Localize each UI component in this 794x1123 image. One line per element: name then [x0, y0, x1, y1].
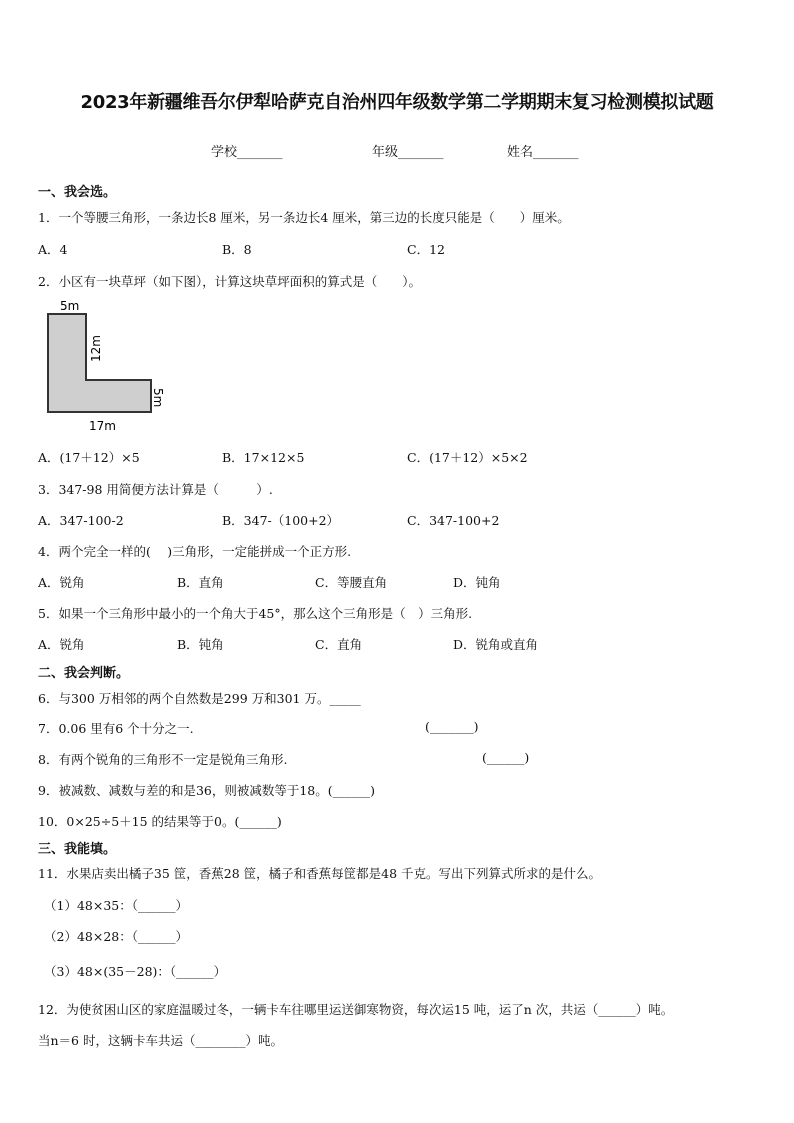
q4-option-c: C．等腰直角 — [315, 575, 388, 590]
question-12-line-2: 当n＝6 时，这辆卡车共运（________）吨。 — [38, 1033, 283, 1048]
question-5: 5．如果一个三角形中最小的一个角大于45°，那么这个三角形是（ ）三角形. — [38, 606, 473, 621]
figure-label-bottom: 17m — [89, 419, 116, 433]
q1-option-a: A．4 — [38, 242, 68, 257]
q5-option-d: D．锐角或直角 — [453, 637, 539, 652]
section-heading-judge: 二、我会判断。 — [38, 666, 130, 681]
question-2: 2．小区有一块草坪（如下图），计算这块草坪面积的算式是（ ）。 — [38, 274, 421, 289]
q5-option-b: B．钝角 — [177, 637, 224, 652]
q2-option-a: A．(17＋12）×5 — [38, 450, 140, 465]
page-title: 2023年新疆维吾尔伊犁哈萨克自治州四年级数学第二学期期末复习检测模拟试题 — [80, 92, 714, 113]
q2-option-c: C．(17＋12）×5×2 — [407, 450, 528, 465]
q5-option-a: A．锐角 — [38, 637, 85, 652]
question-6: 6．与300 万相邻的两个自然数是299 万和301 万。_____ — [38, 691, 361, 706]
question-12-line-1: 12．为使贫困山区的家庭温暖过冬，一辆卡车往哪里运送御寒物资，每次运15 吨，运了n 次，共运（______）吨。 — [38, 1002, 674, 1017]
question-11: 11．水果店卖出橘子35 筐，香蕉28 筐，橘子和香蕉每筐都是48 千克。写出下列算式所求的是什么。 — [38, 866, 602, 881]
q3-option-a: A．347-100-2 — [38, 513, 124, 528]
question-10: 10．0×25÷5＋15 的结果等于0。(______) — [38, 814, 282, 829]
q4-option-d: D．钝角 — [453, 575, 501, 590]
question-4: 4．两个完全一样的( )三角形，一定能拼成一个正方形. — [38, 544, 352, 559]
q1-option-c: C．12 — [407, 242, 445, 257]
section-heading-fill: 三、我能填。 — [38, 842, 117, 857]
q7-answer-blank: (_______) — [425, 719, 479, 734]
school-field: 学校_______ — [211, 145, 283, 160]
q1-option-b: B．8 — [222, 242, 252, 257]
q5-option-c: C．直角 — [315, 637, 363, 652]
figure-label-right: 5m — [151, 388, 165, 408]
grade-field: 年级_______ — [372, 145, 444, 160]
q8-answer-blank: (______) — [482, 750, 530, 765]
section-heading-choose: 一、我会选。 — [38, 185, 117, 200]
q11-item-3: （3）48×(35－28)：（______） — [44, 964, 227, 979]
q4-option-a: A．锐角 — [38, 575, 85, 590]
question-1: 1．一个等腰三角形，一条边长8 厘米，另一条边长4 厘米，第三边的长度只能是（ ）厘米。 — [38, 210, 570, 225]
q3-option-b: B．347-（100+2） — [222, 513, 340, 528]
figure-label-inner: 12m — [89, 335, 103, 362]
figure-label-top: 5m — [60, 299, 80, 313]
question-9: 9．被减数、减数与差的和是36，则被减数等于18。(______) — [38, 783, 376, 798]
lawn-figure — [40, 296, 180, 436]
q2-option-b: B．17×12×5 — [222, 450, 305, 465]
q4-option-b: B．直角 — [177, 575, 224, 590]
name-field: 姓名_______ — [507, 145, 579, 160]
lawn-shape — [48, 314, 151, 412]
q3-option-c: C．347-100+2 — [407, 513, 500, 528]
q11-item-1: （1）48×35：（______） — [44, 898, 188, 913]
question-7: 7．0.06 里有6 个十分之一. — [38, 721, 194, 736]
q11-item-2: （2）48×28：（______） — [44, 929, 188, 944]
question-3: 3．347-98 用简便方法计算是（ ）. — [38, 482, 273, 497]
question-8: 8．有两个锐角的三角形不一定是锐角三角形. — [38, 752, 288, 767]
